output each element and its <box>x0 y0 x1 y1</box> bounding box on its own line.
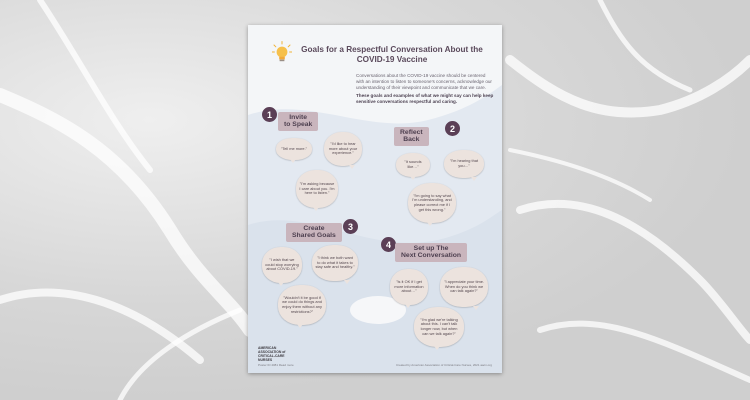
section-4-number: 4 <box>381 237 396 252</box>
section-4-label: Set up The Next Conversation <box>395 243 467 262</box>
section-3-quote-1: "I wish that we could stop worrying about COVID-19." <box>262 247 302 283</box>
page-title: Goals for a Respectful Conversation About the COVID-19 Vaccine <box>301 45 483 64</box>
document-page <box>248 25 502 373</box>
section-1-label: Invite to Speak <box>278 112 318 131</box>
section-1-quote-3: "I'm asking because I care about you. I'm here to listen." <box>296 170 338 208</box>
aacn-logo: AMERICAN ASSOCIATION of CRITICAL-CARE NURSES <box>258 346 286 362</box>
intro-text <box>356 73 494 105</box>
section-2-label: Reflect Back <box>394 127 429 146</box>
section-4-quote-2: "I appreciate your time. When do you think we can talk again?" <box>440 267 488 307</box>
section-3-quote-2: "I think we both want to do what it takes to stay safe and healthy." <box>312 245 358 281</box>
footer-left: Poster ID 4081 Read more <box>258 363 294 367</box>
section-2-quote-1: "It sounds like…" <box>396 153 430 177</box>
section-1-number: 1 <box>262 107 277 122</box>
section-1-quote-2: "I'd like to hear more about your experience." <box>324 132 362 166</box>
section-3-quote-3: "Wouldn't it be good if we could do things and enjoy them without any restrictions?" <box>278 285 326 325</box>
intro-paragraph: Conversations about the COVID-19 vaccine should be centered with an intention to listen to someone's concerns, acknowledge our understanding of their viewpoint and communicate that we care. <box>356 73 492 90</box>
section-4-quote-3: "I'm glad we're talking about this. I can't talk longer now, but when can we talk again?" <box>414 307 464 347</box>
section-1-quote-1: "Tell me more." <box>276 138 312 160</box>
section-3-number: 3 <box>343 219 358 234</box>
lightbulb-icon <box>272 41 292 65</box>
footer-right: Created by American Association of Critical-Care Nurses, 2021 aacn.org <box>395 363 492 367</box>
section-2-quote-2: "I'm hearing that you…" <box>444 150 484 178</box>
section-3-label: Create Shared Goals <box>286 223 342 242</box>
section-2-number: 2 <box>445 121 460 136</box>
intro-bold-paragraph: These goals and examples of what we might say can help keep sensitive conversations respectful and caring. <box>356 93 494 105</box>
section-4-quote-1: "Is it OK if I get more information about…" <box>390 269 428 305</box>
section-2-quote-3: "I'm going to say what I'm understanding, and please correct me if I get this wrong." <box>408 183 456 223</box>
page-footer <box>258 363 492 369</box>
